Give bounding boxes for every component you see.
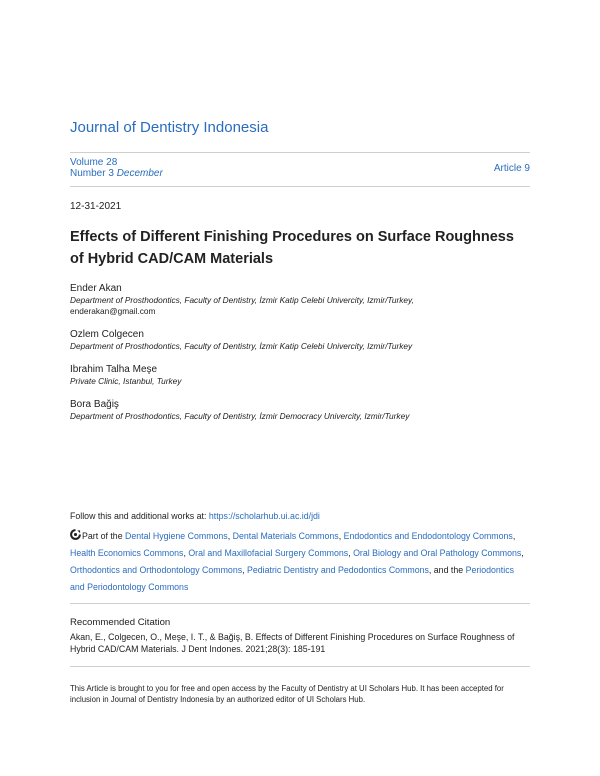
number-label[interactable]: Number 3 (70, 168, 114, 179)
author-entry (70, 282, 530, 317)
separator: , (183, 548, 189, 558)
open-access-notice: This Article is brought to you for free and open access by the Faculty of Dentistry at UI Scholars Hub. It has been accepted for inclusion in Journal of Dentistry Indonesia by an authorized editor of UI Scholars Hub. (70, 684, 504, 704)
bepress-network-icon (70, 529, 81, 540)
article-title-line: Effects of Different Finishing Procedures on Surface Roughness (70, 229, 514, 245)
discipline-link[interactable]: Dental Hygiene Commons (125, 531, 228, 541)
article-title-line: of Hybrid CAD/CAM Materials (70, 251, 274, 267)
author-affiliation: Department of Prosthodontics, Faculty of Dentistry, İzmir Democracy Univercity, Izmir/Turkey (70, 411, 410, 421)
author-name: Ibrahim Talha Meşe (70, 364, 158, 375)
journal-title-link[interactable] (70, 119, 268, 136)
author-list (70, 282, 530, 433)
separator: , (521, 548, 524, 558)
author-affiliation: Department of Prosthodontics, Faculty of Dentistry, İzmir Katip Celebi Univercity, Izmir/Turkey (70, 341, 413, 351)
separator: , (512, 531, 516, 541)
separator: , (242, 565, 248, 575)
journal-title[interactable]: Journal of Dentistry Indonesia (70, 119, 269, 136)
divider (70, 666, 530, 667)
recommended-citation-text: Akan, E., Colgecen, O., Meşe, I. T., & Bağiş, B. Effects of Different Finishing Procedures on Surface Roughness of Hybrid CAD/CAM Materials. J Dent Indones. 2021;28(3): 185-191 (70, 632, 515, 654)
author-name: Ender Akan (70, 283, 122, 294)
follow-label: Follow this and additional works at: (70, 511, 209, 521)
publication-date: 12-31-2021 (70, 201, 122, 212)
recommended-citation-heading: Recommended Citation (70, 617, 171, 628)
author-name: Ozlem Colgecen (70, 329, 144, 340)
divider (70, 603, 530, 604)
discipline-link[interactable]: Periodontics and Periodontology Commons (70, 565, 515, 592)
number-line[interactable] (70, 168, 163, 179)
discipline-link[interactable]: Pediatric Dentistry and Pedodontics Commons (247, 565, 429, 575)
discipline-link[interactable]: Dental Materials Commons (232, 531, 339, 541)
discipline-link[interactable]: Endodontics and Endodontology Commons (343, 531, 513, 541)
divider (70, 186, 530, 187)
discipline-link[interactable]: Oral and Maxillofacial Surgery Commons (188, 548, 349, 558)
follow-line (70, 511, 320, 521)
month-label[interactable]: December (116, 168, 163, 179)
cover-page (70, 0, 530, 776)
part-of-disciplines (70, 528, 530, 596)
author-name: Bora Bağiş (70, 399, 119, 410)
volume-issue-link[interactable] (70, 157, 163, 179)
article-title (70, 226, 530, 270)
article-number-link[interactable]: Article 9 (493, 163, 530, 174)
follow-url-link[interactable]: https://scholarhub.ui.ac.id/jdi (208, 511, 320, 521)
part-of-label: Part of the (82, 531, 126, 541)
volume-label[interactable]: Volume 28 (70, 157, 118, 168)
discipline-link[interactable]: Orthodontics and Orthodontology Commons (70, 565, 243, 575)
author-affiliation: Private Clinic, Istanbul, Turkey (70, 376, 182, 386)
separator: , (348, 548, 354, 558)
separator: , (227, 531, 233, 541)
discipline-link[interactable]: Oral Biology and Oral Pathology Commons (353, 548, 522, 558)
author-email: enderakan@gmail.com (70, 306, 156, 316)
author-entry (70, 398, 530, 422)
divider (70, 152, 530, 153)
separator: , and the (428, 565, 466, 575)
author-affiliation: Department of Prosthodontics, Faculty of Dentistry, İzmir Katip Celebi Univercity, Izmir/Turkey, (70, 295, 414, 305)
separator: , (338, 531, 344, 541)
discipline-link[interactable]: Health Economics Commons (70, 548, 184, 558)
author-entry (70, 363, 530, 387)
author-entry (70, 328, 530, 352)
